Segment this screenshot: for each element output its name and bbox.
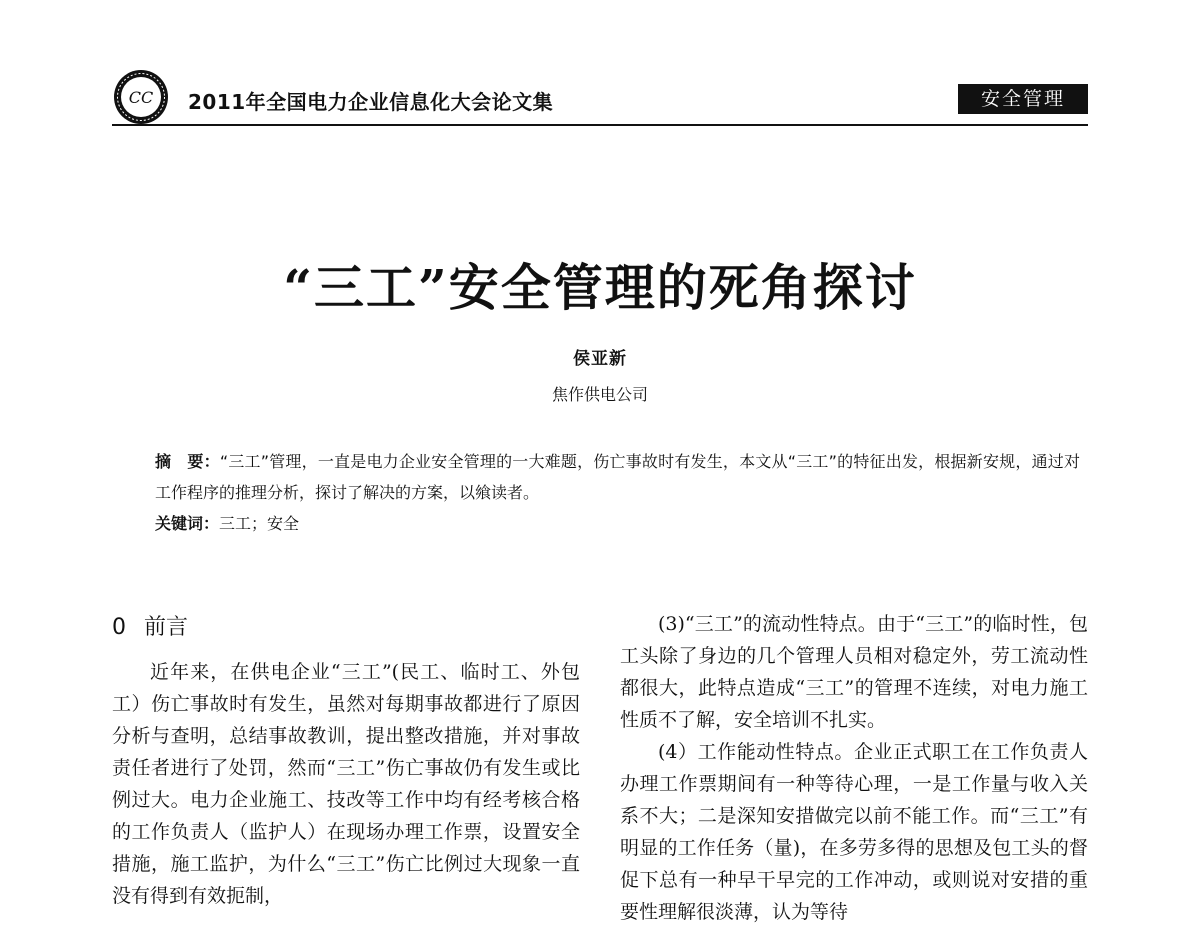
keywords [155, 508, 1080, 539]
body-paragraph: (3)“三工”的流动性特点。由于“三工”的临时性，包工头除了身边的几个管理人员相对稳定外，劳工流动性都很大，此特点造成“三工”的管理不连续，对电力施工性质不了解，安全培训不扎实。 [620, 613, 1088, 731]
page-header [112, 68, 1088, 128]
body-paragraph: 近年来，在供电企业“三工”(民工、临时工、外包工）伤亡事故时有发生，虽然对每期事故都进行了原因分析与查明，总结事故教训，提出整改措施，并对事故责任者进行了处罚，然而“三工”伤亡事故仍有发生或比例过大。电力企业施工、技改等工作中均有经考核合格的工作负责人（监护人）在现场办理工作票，设置安全措施，施工监护，为什么“三工”伤亡比例过大现象一直没有得到有效扼制， [112, 661, 580, 907]
journal-title: 2011年全国电力企业信息化大会论文集 [188, 90, 554, 114]
section-title: 前言 [144, 615, 189, 640]
body-paragraph: (4）工作能动性特点。企业正式职工在工作负责人办理工作票期间有一种等待心理，一是工作量与收入关系不大；二是深知安措做完以前不能工作。而“三工”有明显的工作任务（量)，在多劳多得的思想及包工头的督促下总有一种早干早完的工作冲动，或则说对安措的重要性理解很淡薄，认为等待 [620, 741, 1088, 923]
abstract-text: “三工”管理，一直是电力企业安全管理的一大难题，伤亡事故时有发生，本文从“三工”的特征出发，根据新安规，通过对工作程序的推理分析，探讨了解决的方案，以飨读者。 [155, 452, 1080, 502]
logo-text: CC [128, 88, 154, 107]
section-number: 0 [112, 615, 126, 640]
paper-title: “三工”安全管理的死角探讨 [283, 258, 917, 317]
abstract [155, 446, 1080, 508]
author-name: 侯亚新 [573, 349, 627, 369]
right-column [620, 608, 1088, 928]
left-column [112, 608, 580, 912]
keywords-text: 三工；安全 [219, 514, 300, 533]
section-heading [112, 608, 580, 648]
section-tag: 安全管理 [958, 84, 1088, 114]
keywords-label: 关键词： [155, 514, 220, 533]
header-divider [112, 124, 1088, 126]
conference-logo [112, 68, 170, 126]
abstract-label: 摘 要： [155, 452, 220, 471]
author-affiliation: 焦作供电公司 [551, 385, 648, 404]
